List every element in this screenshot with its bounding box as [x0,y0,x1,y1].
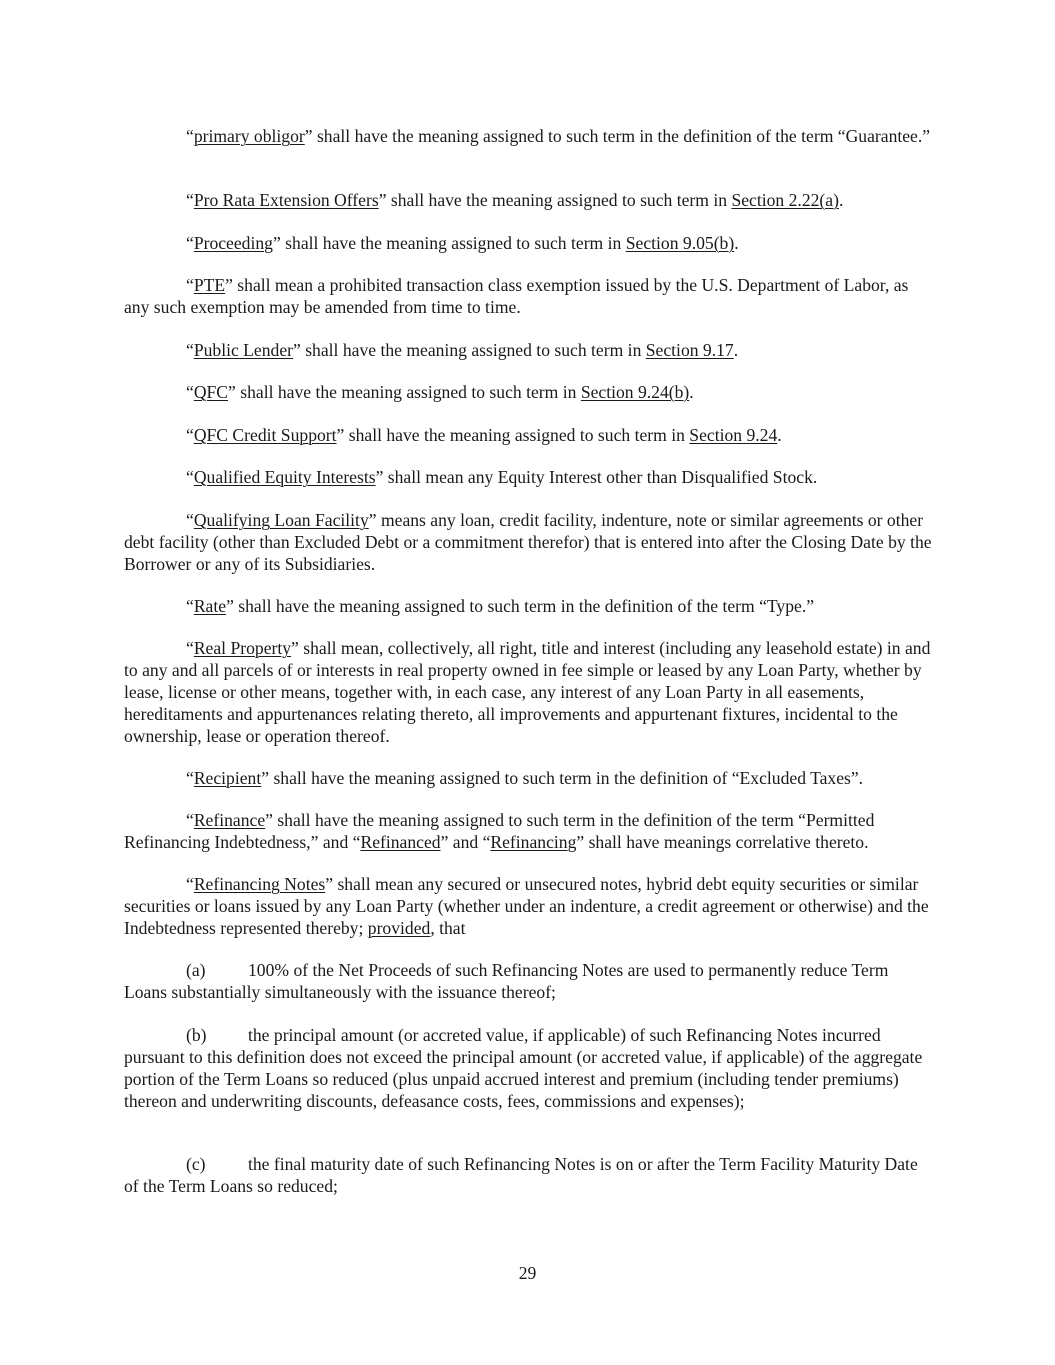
text-run: ” shall have the meaning assigned to such term in [378,190,732,210]
definition-refinance [124,809,934,853]
text-run: . [733,340,739,360]
text-run: “ [186,275,194,295]
text-run: ” shall have the meaning assigned to such term in [272,233,626,253]
defined-term: QFC Credit Support [193,425,337,445]
defined-term: PTE [193,275,226,295]
defined-term: Section 9.24 [689,425,778,445]
defined-term: provided [367,918,431,938]
page-number: 29 [518,1263,537,1283]
text-run: “ [186,768,194,788]
text-run: ” shall mean any secured or unsecured notes, hybrid debt equity securities or similar securities or loans issued by any Loan Party (whether under an indenture, a credit agreement or otherwise) and the Indebtedness represented thereby; [124,874,929,938]
text-run: 100% of the Net Proceeds of such Refinancing Notes are used to permanently reduce Term Loans substantially simultaneously with the issuance thereof; [124,960,889,1002]
text-run: “ [186,596,194,616]
text-run: . [777,425,782,445]
defined-term: Refinanced [360,832,441,852]
clause-label: (a) [186,960,206,980]
text-run: “ [186,190,194,210]
text-run: ” shall have meanings correlative thereto. [576,832,869,852]
defined-term: Rate [193,596,227,616]
definition-qualifying-loan-facility [124,509,934,575]
defined-term: Recipient [193,768,262,788]
text-run: “ [186,638,194,658]
definition-primary-obligor [124,125,934,147]
text-run: “ [186,340,194,360]
text-run: . [689,382,694,402]
text-run: “ [186,382,194,402]
text-run: “ [186,467,194,487]
text-run: ” shall mean any Equity Interest other than Disqualified Stock. [375,467,818,487]
text-run: the principal amount (or accreted value, if applicable) of such Refinancing Notes incurred pursuant to this definition does not exceed the principal amount (or accreted value, if applicable) of the aggregate portion of the Term Loans so reduced (plus unpaid accrued interest and premium (including tender premiums) thereon and underwriting discounts, defeasance costs, fees, commissions and expenses); [124,1025,923,1111]
text-run: . [838,190,844,210]
text-run: ” shall mean a prohibited transaction class exemption issued by the U.S. Department of Labor, as any such exemption may be amended from time to time. [124,275,909,317]
text-run: ” shall have the meaning assigned to such term in the definition of the term “Type.” [226,596,815,616]
text-run: “ [186,874,194,894]
defined-term: Refinancing Notes [193,874,326,894]
text-run: ” shall have the meaning assigned to such term in [293,340,646,360]
text-run: , that [430,918,466,938]
defined-term: Qualifying Loan Facility [193,510,369,530]
text-run: ” shall have the meaning assigned to such term in [228,382,581,402]
clause-a [124,959,934,1003]
defined-term: Section 2.22(a) [731,190,839,210]
defined-term: QFC [193,382,229,402]
clause-b [124,1024,934,1112]
definition-real-property [124,637,934,747]
definition-proceeding [124,232,934,254]
defined-term: Pro Rata Extension Offers [193,190,379,210]
clause-c [124,1153,934,1197]
text-run: “ [186,510,194,530]
defined-term: Refinance [193,810,266,830]
text-run: ” means any loan, credit facility, indenture, note or similar agreements or other debt facility (other than Excluded Debt or a commitment therefor) that is entered into after the Closing Date by the Borrower or any of its Subsidiaries. [124,510,932,574]
definition-pro-rata-extension-offers [124,189,934,211]
text-run: “ [186,810,194,830]
definition-recipient [124,767,934,789]
clause-label: (b) [186,1025,207,1045]
text-run: “ [186,126,194,146]
definition-qfc [124,381,934,403]
definition-refinancing-notes [124,873,934,939]
text-run: “ [186,233,194,253]
definition-qfc-credit-support [124,424,934,446]
defined-term: Qualified Equity Interests [193,467,376,487]
defined-term: Real Property [193,638,292,658]
defined-term: Refinancing [490,832,577,852]
definition-qualified-equity-interests [124,466,934,488]
text-run: “ [186,425,194,445]
defined-term: Section 9.17 [645,340,734,360]
defined-term: Public Lender [193,340,293,360]
defined-term: primary obligor [193,126,305,146]
text-run: the final maturity date of such Refinancing Notes is on or after the Term Facility Maturity Date of the Term Loans so reduced; [124,1154,918,1196]
text-run: ” shall mean, collectively, all right, title and interest (including any leasehold estate) in and to any and all parcels of or interests in real property owned in fee simple or leased by any Loan Party, whether by lease, license or other means, together with, in each case, any interest of any Loan Party in all easements, hereditaments and appurtenances relating thereto, all improvements and appurtenant fixtures, incidental to the ownership, lease or operation thereof. [124,638,931,746]
text-run: ” shall have the meaning assigned to such term in the definition of “Excluded Taxes”. [261,768,864,788]
defined-term: Section 9.24(b) [580,382,690,402]
text-run: ” shall have the meaning assigned to such term in [336,425,690,445]
definition-public-lender [124,339,934,361]
text-run: ” shall have the meaning assigned to such term in the definition of the term “Permitted Refinancing Indebtedness,” and “ [124,810,875,852]
text-run: ” and “ [440,832,491,852]
clause-label: (c) [186,1154,206,1174]
defined-term: Proceeding [193,233,273,253]
defined-term: Section 9.05(b) [625,233,735,253]
definition-rate [124,595,934,617]
text-run: ” shall have the meaning assigned to such term in the definition of the term “Guarantee.” [304,126,931,146]
text-run: . [734,233,739,253]
definition-pte [124,274,934,318]
